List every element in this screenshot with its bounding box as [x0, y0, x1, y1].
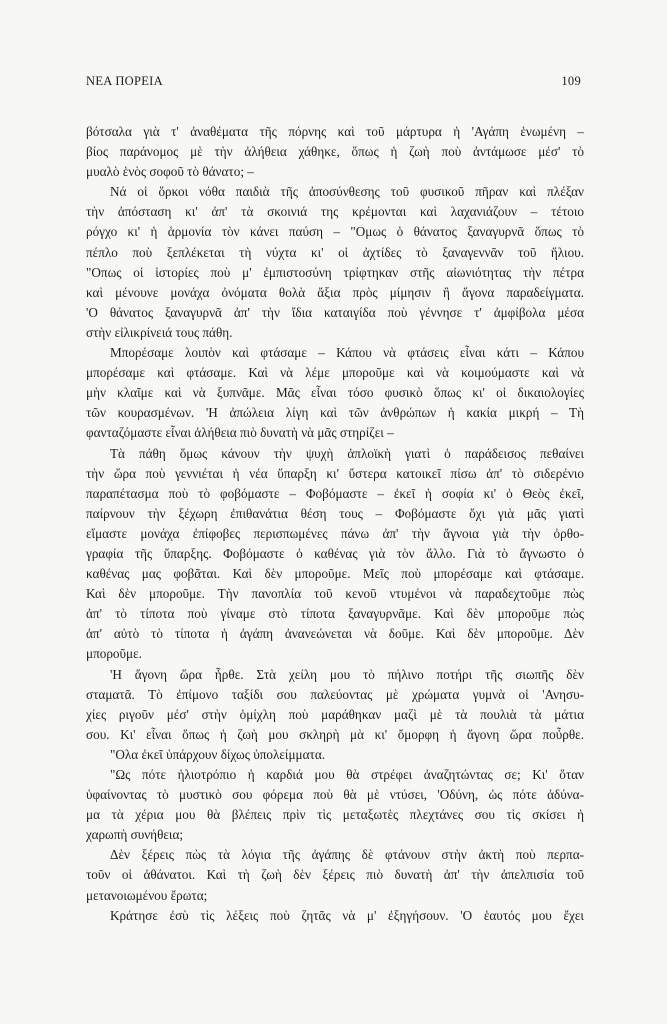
text-line: φανταζόμαστε εἶναι ἀλήθεια πιὸ δυνατὴ νὰ μᾶς στηρίζει –: [86, 425, 394, 441]
text-line: σου. Κι' εἶναι ὅπως ἡ ζωὴ μου σκληρὴ μὰ κι' ὄμορφη ἡ ἄγονη ὥρα ποὖρθε.: [86, 726, 584, 742]
text-line: τοῦν οἱ ἀθάνατοι. Καὶ τὴ ζωὴ δὲν ξέρεις πιὸ δυνατὴ ἀπ' τὴν ἀπελπισία τοῦ: [86, 867, 584, 883]
text-line: ὑφαίνοντας τὸ μυστικὸ σου φόρεμα ποὺ θὰ μὲ ντύσει, 'Οδύνη, ὡς πότε ἀδύνα-: [86, 787, 584, 803]
text-line: Κράτησε ἐσὺ τὶς λέξεις ποὺ ζητᾶς νὰ μ' ἐξηγήσουν. 'Ο ἑαυτός μου ἔχει: [110, 907, 584, 923]
text-line: "Ως πότε ἡλιοτρόπιο ἡ καρδιά μου θὰ στρέφει ἀναζητώντας σε; Κι' ὅταν: [110, 767, 584, 782]
text-line: μποροῦμε.: [86, 646, 142, 662]
text-line: σταματᾶ. Τὸ ἐπίμονο ταξίδι σου παλεύοντας μὲ χρώματα γυμνὰ οἱ 'Ανησυ-: [86, 686, 584, 702]
page-header: [86, 74, 581, 89]
text-line: Μπορέσαμε λοιπὸν καὶ φτάσαμε – Κάπου νὰ φτάσεις εἶναι κάτι – Κάπου: [110, 345, 584, 361]
text-line: χαρωπὴ συνήθεια;: [86, 827, 184, 843]
text-line: βίος παράνομος μὲ τὴν ἀλήθεια χάθηκε, ὅπως ἡ ζωὴ ποὺ ἀντάμωσε μέσ' τὸ: [86, 144, 584, 160]
text-line: εἴμαστε μονάχα ἐπίφοβες περισπωμένες πάνω ἀπ' τὴν ἄγνοια γιὰ τὴν ὀρθο-: [86, 525, 584, 541]
text-line: τῶν κουρασμένων. 'Η ἀπώλεια λίγη καὶ τῶν ἀνθρώπων ἡ κακία μικρή – Τὴ: [86, 405, 584, 421]
text-line: Τὰ πάθη ὅμως κάνουν τὴν ψυχὴ ἁπλοϊκὴ γιατὶ ὁ παράδεισος πεθαίνει: [110, 445, 584, 461]
body-text: [86, 122, 584, 926]
text-line: παίρνουν τὴν ξέχωρη ἐπιθανάτια θέση τους – Φοβόμαστε ὄχι γιὰ μᾶς γιατὶ: [86, 505, 584, 521]
text-line: χίες ριγοῦν μέσ' στὴν ὁμίχλη ποὺ μαράθηκαν μαζὶ μὲ τὰ πουλιὰ τὰ μάτια: [86, 706, 584, 722]
text-line: τὴν ὥρα ποὺ γεννιέται ἡ νέα ὕπαρξη κι' ὕστερα κατοικεῖ πίσω ἀπ' τὸ σιδερένιο: [86, 465, 584, 481]
text-line: πέπλο ποὺ ξεπλέκεται τὴ νύχτα κι' οἱ ἀχτίδες τὸ ξαναγεννᾶν τοῦ ἥλιου.: [86, 244, 584, 260]
text-line: παραπέτασμα ποὺ τὸ φοβόμαστε – Φοβόμαστε – ἐκεῖ ἡ σοφία κι' ὁ Θεὸς ἐκεῖ,: [86, 485, 584, 501]
text-line: ἀπ' αὐτὸ τὸ τίποτα ἡ ἀγάπη ἀνανεώνεται νὰ δοῦμε. Καὶ δὲν μποροῦμε. Δὲν: [86, 626, 584, 642]
text-line: 'Η ἄγονη ὥρα ἦρθε. Στὰ χείλη μου τὸ πήλινο ποτήρι τῆς σιωπῆς δὲν: [110, 666, 584, 682]
text-line: "Ολα ἐκεῖ ὑπάρχουν δίχως ὑπολείμματα.: [110, 746, 326, 762]
text-line: Νά οἱ ὅρκοι νόθα παιδιὰ τῆς ἀποσύνθεσης τοῦ φυσικοῦ πῆραν καὶ πλέξαν: [110, 184, 584, 200]
text-line: καὶ μένουνε μονάχα ὀνόματα θολὰ ἄξια πρὸς μίμησιν ἢ ἄγονα παραδείγματα.: [86, 284, 584, 300]
text-line: Δὲν ξέρεις πὼς τὰ λόγια τῆς ἀγάπης δὲ φτάνουν στὴν ἀκτὴ ποὺ περπα-: [110, 847, 584, 863]
text-line: 'Ο θάνατος ξαναγυρνᾶ ἀπ' τὴν ἴδια καταιγίδα ποὺ γέννησε τ' ἀμφίβολα μέσα: [86, 304, 584, 320]
text-line: γραφία τῆς ὕπαρξης. Φοβόμαστε ὁ καθένας γιὰ τὸν ἄλλο. Γιὰ τὸ ἄγνωστο ὁ: [86, 545, 584, 561]
page-number: 109: [561, 74, 581, 88]
text-line: μπορέσαμε καὶ φτάσαμε. Καὶ νὰ λέμε μποροῦμε καὶ νὰ κοιμούμαστε καὶ νὰ: [86, 365, 584, 381]
text-line: καθένας μας φοβᾶται. Καὶ δὲν μποροῦμε. Μεῖς ποὺ μπορέσαμε καὶ φτάσαμε.: [86, 566, 584, 582]
text-line: στὴν εἰλικρίνειά τους πάθη.: [86, 324, 233, 340]
text-line: ἀπ' τὸ τίποτα ποὺ γίναμε στὸ τίποτα ξαναγυρνᾶμε. Καὶ δὲν μποροῦμε πὼς: [86, 606, 584, 622]
text-line: "Οπως οἱ ἱστορίες ποὺ μ' ἐμπιστοσύνη τρίφτηκαν στῆς αἰωνιότητας τὴν πέτρα: [86, 264, 584, 280]
running-title: ΝΕΑ ΠΟΡΕΙΑ: [86, 74, 163, 88]
text-line: ρόγχο κι' ἡ ἁρμονία τὸν κάνει παύση – "Ομως ὁ θάνατος ξαναγυρνᾶ ὅπως τὸ: [86, 224, 584, 240]
text-line: τὴν ἀπόσταση κι' ἀπ' τὰ σκοινιά της κρέμονται καὶ λαχανιάζουν – τέτοιο: [86, 204, 584, 220]
text-line: μυαλὸ ἑνὸς σοφοῦ τὸ θάνατο; –: [86, 164, 254, 180]
text-line: μὴν κλαῖμε καὶ νὰ ξυπνᾶμε. Μᾶς εἶναι τόσο φυσικὸ ὅπως κι' οἱ δικαιολογίες: [86, 385, 584, 401]
text-line: μετανοιωμένου ἔρωτα;: [86, 887, 208, 903]
text-line: Καὶ δὲν μποροῦμε. Τὴν πανοπλία τοῦ κενοῦ ντυμένοι νὰ παραδεχτοῦμε πὼς: [86, 586, 584, 602]
text-line: βότσαλα γιὰ τ' ἀναθέματα τῆς πόρνης καὶ τοῦ μάρτυρα ἡ 'Αγάπη ἑνωμένη –: [86, 124, 584, 139]
text-line: μα τὰ χέρια μου θὰ βλέπεις πρὶν τὶς μεταξωτὲς πλεχτάνες σου τὶς σκίσει ἡ: [86, 807, 584, 823]
